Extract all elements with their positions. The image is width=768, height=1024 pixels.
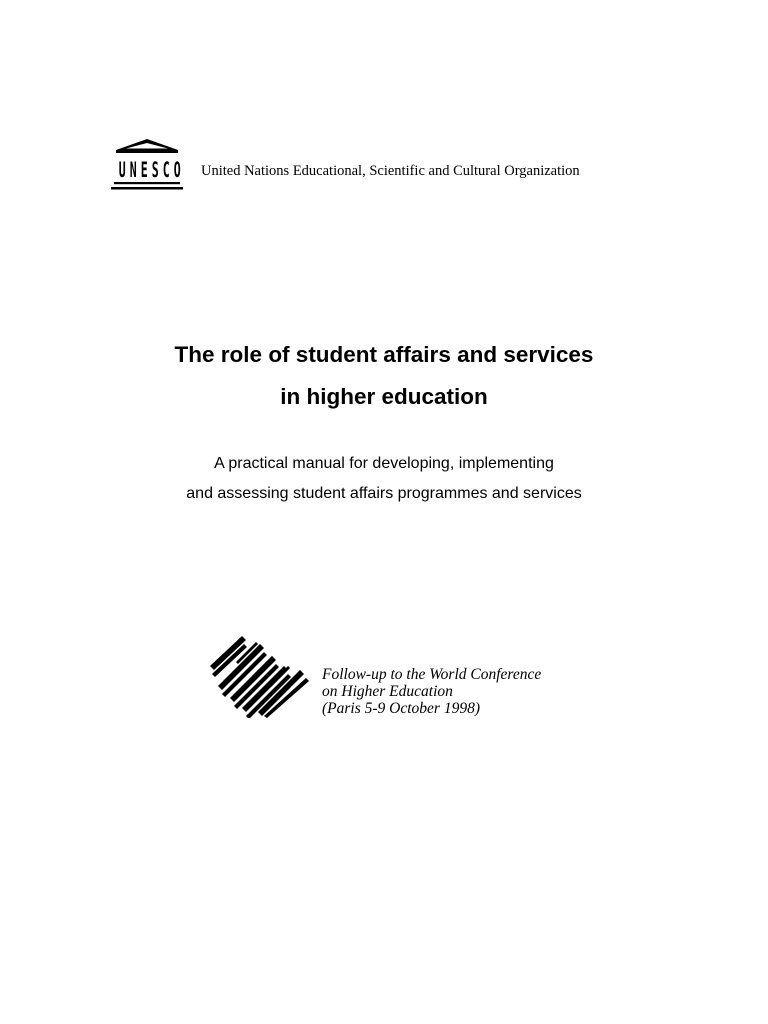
conference-note [322, 666, 541, 717]
svg-text:E: E [140, 157, 148, 182]
conference-note-line-1: Follow-up to the World Conference [322, 666, 542, 683]
svg-text:S: S [151, 157, 159, 182]
svg-text:N: N [129, 157, 137, 182]
conference-note-line-2: on Higher Education [322, 683, 453, 700]
conference-note-line-3: (Paris 5-9 October 1998) [322, 700, 480, 717]
document-subtitle-line-2: and assessing student affairs programmes and services [186, 485, 582, 502]
document-subtitle-line-1: A practical manual for developing, implementing [214, 455, 554, 472]
document-title-line-2: in higher education [280, 384, 488, 409]
unesco-logo-icon [110, 137, 184, 193]
document-title-line-1: The role of student affairs and services [174, 342, 594, 367]
svg-text:O: O [173, 157, 181, 182]
world-conference-logo-icon [208, 632, 314, 718]
svg-text:C: C [162, 157, 170, 182]
svg-text:U: U [118, 157, 126, 182]
organization-name: United Nations Educational, Scientific and Cultural Organization [201, 163, 580, 179]
